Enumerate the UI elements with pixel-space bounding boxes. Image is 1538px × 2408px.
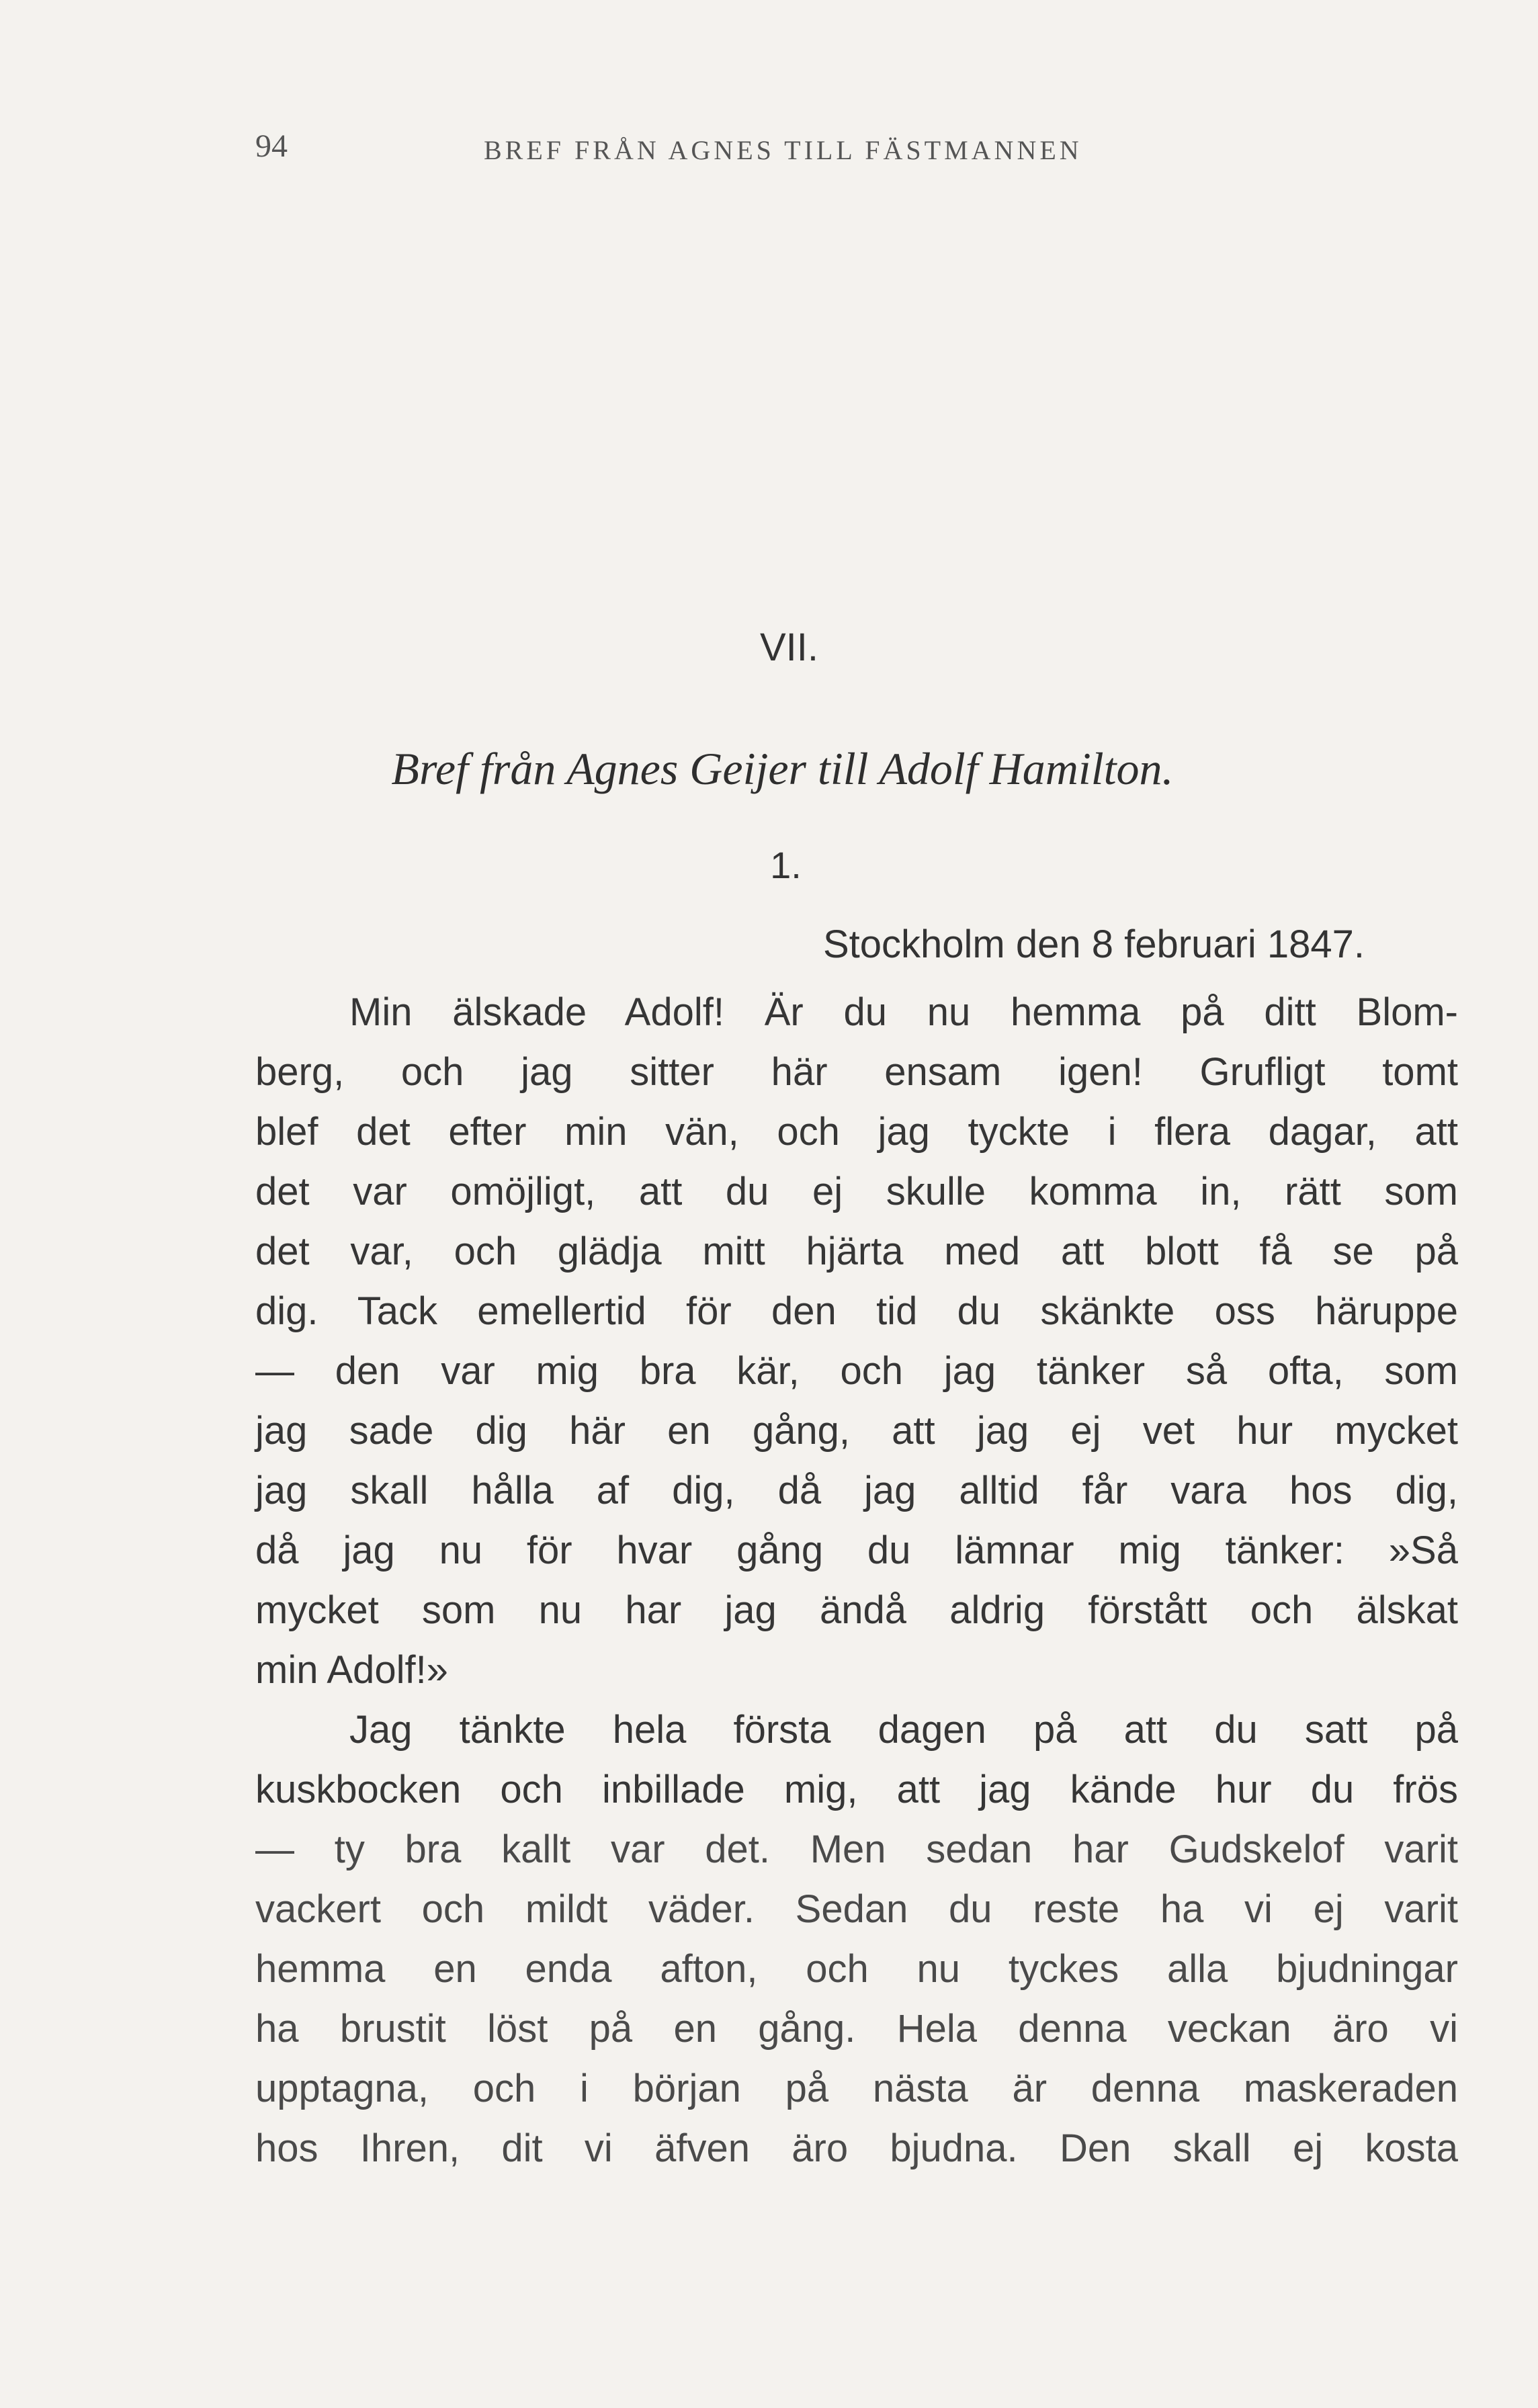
text-line: upptagna, och i början på nästa är denna maskeraden <box>255 2067 1458 2110</box>
text-line: det var omöjligt, att du ej skulle komma in, rätt som <box>255 1170 1458 1213</box>
chapter-title: Bref från Agnes Geijer till Adolf Hamilton. <box>391 743 1174 794</box>
text-line: dig. Tack emellertid för den tid du skänkte oss häruppe <box>255 1289 1458 1333</box>
text-line: min Adolf!» <box>255 1648 448 1692</box>
text-line: hemma en enda afton, och nu tyckes alla bjudningar <box>255 1947 1458 1991</box>
text-line: hos Ihren, dit vi äfven äro bjudna. Den skall ej kosta <box>255 2126 1458 2170</box>
letter-number: 1. <box>770 844 802 886</box>
letter-body <box>255 982 1458 2178</box>
chapter-numeral: VII. <box>759 626 819 669</box>
running-head: BREF FRÅN AGNES TILL FÄSTMANNEN <box>484 135 1082 165</box>
text-line: det var, och glädja mitt hjärta med att blott få se på <box>255 1230 1458 1273</box>
text-line: blef det efter min vän, och jag tyckte i flera dagar, att <box>255 1110 1458 1154</box>
dateline: Stockholm den 8 februari 1847. <box>822 922 1365 966</box>
text-line: jag skall hålla af dig, då jag alltid får vara hos dig, <box>255 1469 1458 1512</box>
text-line: vackert och mildt väder. Sedan du reste ha vi ej varit <box>255 1887 1458 1931</box>
text-line: Jag tänkte hela första dagen på att du satt på <box>349 1708 1458 1752</box>
text-line: mycket som nu har jag ändå aldrig förstått och älskat <box>255 1588 1458 1632</box>
text-line: — ty bra kallt var det. Men sedan har Gudskelof varit <box>255 1828 1458 1871</box>
text-line: — den var mig bra kär, och jag tänker så ofta, som <box>255 1349 1458 1393</box>
text-line: kuskbocken och inbillade mig, att jag kände hur du frös <box>255 1768 1458 1811</box>
page-number: 94 <box>255 128 288 164</box>
text-line: berg, och jag sitter här ensam igen! Grufligt tomt <box>255 1050 1458 1094</box>
text-line: ha brustit löst på en gång. Hela denna veckan äro vi <box>255 2007 1458 2051</box>
text-line: då jag nu för hvar gång du lämnar mig tänker: »Så <box>255 1529 1458 1572</box>
text-line: jag sade dig här en gång, att jag ej vet hur mycket <box>255 1409 1458 1453</box>
text-line: Min älskade Adolf! Är du nu hemma på ditt Blom- <box>349 990 1458 1034</box>
